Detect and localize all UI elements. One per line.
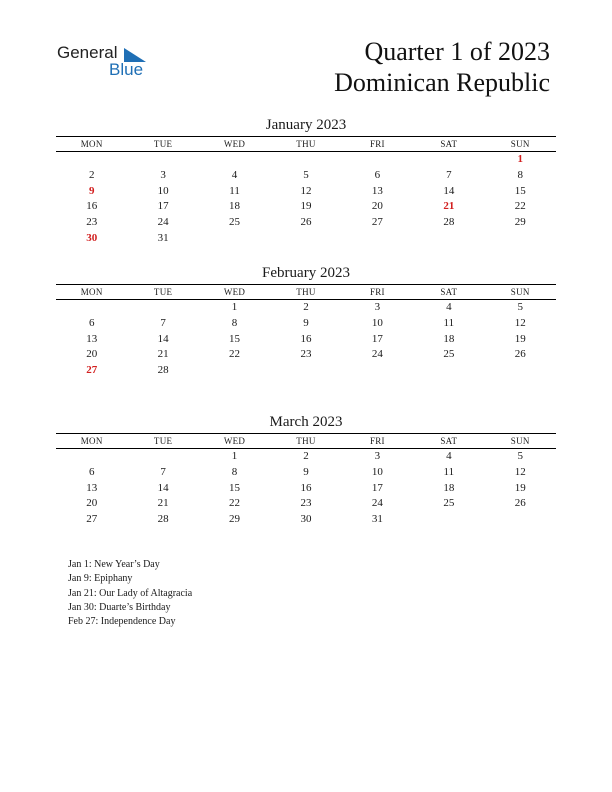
- day-cell: 23: [300, 348, 312, 361]
- holiday-item: Jan 21: Our Lady of Altagracia: [68, 587, 193, 599]
- day-cell: 19: [300, 200, 312, 213]
- day-cell: 1: [231, 301, 238, 313]
- day-cell: 8: [231, 465, 238, 478]
- month-title: January 2023: [265, 117, 347, 133]
- empty-day-cell: [413, 152, 484, 168]
- day-cell: 3: [374, 450, 381, 462]
- weekday-label: TUE: [153, 436, 173, 446]
- week-row: [56, 449, 556, 465]
- week-row: [56, 152, 556, 168]
- empty-day-cell: [199, 363, 270, 379]
- weekday-label: THU: [296, 436, 316, 446]
- day-cell: 22: [229, 348, 241, 361]
- weekday-header: [56, 136, 556, 152]
- weekday-label: FRI: [369, 287, 385, 297]
- holiday-day-cell: 1: [517, 153, 523, 165]
- day-cell: 4: [446, 301, 452, 313]
- week-row: [56, 199, 556, 215]
- day-cell: 26: [300, 216, 312, 229]
- weekday-label: MON: [80, 287, 103, 297]
- day-cell: 28: [157, 513, 169, 526]
- weekday-label: TUE: [153, 139, 173, 149]
- weekday-label: TUE: [153, 287, 173, 297]
- day-cell: 3: [160, 168, 166, 181]
- day-cell: 24: [157, 216, 169, 229]
- weekday-label: SUN: [510, 287, 530, 297]
- day-cell: 23: [86, 216, 98, 229]
- day-cell: 28: [443, 216, 455, 229]
- weekday-label: SUN: [510, 436, 530, 446]
- day-cell: 21: [157, 497, 169, 510]
- empty-day-cell: [127, 300, 198, 316]
- day-cell: 14: [443, 184, 455, 197]
- weekday-label: WED: [223, 139, 246, 149]
- day-cell: 7: [160, 316, 166, 329]
- holiday-item: Jan 1: New Year’s Day: [68, 559, 160, 570]
- week-row: [56, 347, 556, 363]
- day-cell: 11: [229, 184, 240, 197]
- day-cell: 25: [443, 497, 455, 510]
- empty-day-cell: [485, 363, 556, 379]
- day-cell: 27: [86, 513, 98, 526]
- empty-day-cell: [413, 363, 484, 379]
- day-cell: 20: [371, 200, 383, 213]
- day-cell: 19: [514, 481, 526, 494]
- day-cell: 5: [517, 301, 523, 313]
- week-row: [56, 496, 556, 512]
- day-cell: 31: [157, 231, 169, 244]
- empty-day-cell: [485, 231, 556, 247]
- month-title: February 2023: [262, 265, 350, 281]
- day-cell: 13: [371, 184, 383, 197]
- day-cell: 24: [371, 497, 383, 510]
- empty-day-cell: [56, 449, 127, 465]
- day-cell: 7: [160, 465, 166, 478]
- day-cell: 16: [300, 332, 312, 345]
- empty-day-cell: [342, 152, 413, 168]
- empty-day-cell: [270, 152, 341, 168]
- weekday-label: SAT: [440, 287, 458, 297]
- day-cell: 19: [514, 332, 526, 345]
- week-row: [56, 363, 556, 379]
- day-cell: 16: [300, 481, 312, 494]
- day-cell: 22: [514, 200, 526, 213]
- day-cell: 17: [371, 481, 383, 494]
- day-cell: 6: [88, 316, 95, 329]
- empty-day-cell: [127, 152, 198, 168]
- title-country: Dominican Republic: [334, 68, 550, 97]
- weekday-label: FRI: [369, 139, 385, 149]
- day-cell: 15: [514, 184, 526, 197]
- week-row: [56, 168, 556, 184]
- day-cell: 13: [86, 481, 98, 494]
- empty-day-cell: [270, 231, 341, 247]
- day-cell: 5: [303, 168, 309, 181]
- weekday-label: WED: [223, 287, 246, 297]
- empty-day-cell: [56, 300, 127, 316]
- day-cell: 11: [443, 316, 455, 329]
- week-row: [56, 184, 556, 200]
- day-cell: 18: [443, 332, 455, 345]
- day-cell: 1: [231, 450, 238, 462]
- week-row: [56, 465, 556, 481]
- week-row: [56, 481, 556, 497]
- logo-text-blue: Blue: [109, 60, 144, 79]
- weekday-label: FRI: [369, 436, 385, 446]
- empty-day-cell: [270, 363, 341, 379]
- weekday-header: [56, 433, 556, 449]
- empty-day-cell: [413, 512, 484, 528]
- empty-day-cell: [342, 363, 413, 379]
- day-cell: 17: [157, 200, 169, 213]
- day-cell: 8: [231, 316, 238, 329]
- title-quarter: Quarter 1 of 2023: [364, 37, 550, 66]
- day-cell: 31: [371, 513, 383, 526]
- day-cell: 4: [231, 168, 238, 181]
- day-cell: 2: [303, 301, 309, 313]
- day-cell: 7: [446, 168, 452, 181]
- day-cell: 20: [86, 348, 98, 361]
- day-cell: 27: [371, 216, 383, 229]
- day-cell: 26: [514, 348, 526, 361]
- holiday-day-cell: 21: [443, 200, 455, 213]
- month-calendar: [56, 115, 556, 247]
- weekday-label: WED: [223, 436, 246, 446]
- day-cell: 2: [303, 450, 309, 462]
- day-cell: 3: [374, 301, 381, 313]
- day-cell: 22: [229, 497, 241, 510]
- week-row: [56, 332, 556, 348]
- day-cell: 23: [300, 497, 312, 510]
- weekday-label: SAT: [440, 139, 458, 149]
- page-title: [334, 36, 550, 98]
- day-cell: 15: [229, 332, 241, 345]
- week-row: [56, 316, 556, 332]
- day-cell: 9: [303, 465, 309, 478]
- day-cell: 10: [157, 184, 169, 197]
- week-row: [56, 231, 556, 247]
- holiday-item: Jan 9: Epiphany: [68, 573, 133, 585]
- brand-logo: [57, 43, 157, 83]
- month-title: March 2023: [269, 414, 343, 430]
- day-cell: 15: [229, 481, 241, 494]
- day-cell: 28: [157, 364, 169, 377]
- day-cell: 10: [371, 316, 383, 329]
- day-cell: 12: [300, 184, 312, 197]
- day-cell: 6: [88, 465, 95, 478]
- holiday-day-cell: 30: [86, 231, 98, 244]
- day-cell: 18: [229, 200, 241, 213]
- day-cell: 5: [517, 450, 523, 462]
- day-cell: 10: [371, 465, 383, 478]
- empty-day-cell: [199, 152, 270, 168]
- week-row: [56, 215, 556, 231]
- day-cell: 13: [86, 332, 98, 345]
- day-cell: 2: [88, 168, 95, 181]
- week-row: [56, 512, 556, 528]
- day-cell: 20: [86, 497, 98, 510]
- day-cell: 6: [374, 168, 381, 181]
- day-cell: 16: [86, 200, 98, 213]
- weekday-label: THU: [296, 287, 316, 297]
- day-cell: 12: [514, 316, 526, 329]
- holiday-item: Feb 27: Independence Day: [68, 616, 176, 628]
- weekday-label: SAT: [440, 436, 458, 446]
- holiday-day-cell: 9: [88, 184, 95, 197]
- week-row: [56, 300, 556, 316]
- day-cell: 29: [514, 216, 526, 229]
- day-cell: 25: [443, 348, 455, 361]
- day-cell: 14: [157, 481, 169, 494]
- month-calendar: [56, 412, 556, 528]
- empty-day-cell: [413, 231, 484, 247]
- weekday-header: [56, 284, 556, 300]
- day-cell: 9: [303, 316, 309, 329]
- empty-day-cell: [342, 231, 413, 247]
- weekday-label: THU: [296, 139, 316, 149]
- day-cell: 25: [229, 216, 241, 229]
- empty-day-cell: [199, 231, 270, 247]
- month-calendar: [56, 263, 556, 379]
- weekday-label: MON: [80, 139, 103, 149]
- empty-day-cell: [485, 512, 556, 528]
- day-cell: 29: [229, 513, 241, 526]
- weekday-label: MON: [80, 436, 103, 446]
- weekday-label: SUN: [510, 139, 530, 149]
- empty-day-cell: [56, 152, 127, 168]
- day-cell: 30: [300, 513, 312, 526]
- day-cell: 17: [371, 332, 383, 345]
- day-cell: 14: [157, 332, 169, 345]
- holiday-day-cell: 27: [86, 364, 98, 377]
- day-cell: 21: [157, 348, 169, 361]
- empty-day-cell: [127, 449, 198, 465]
- day-cell: 24: [371, 348, 383, 361]
- day-cell: 18: [443, 481, 455, 494]
- holiday-item: Jan 30: Duarte’s Birthday: [68, 601, 171, 613]
- day-cell: 4: [446, 450, 452, 462]
- holiday-list: [68, 558, 192, 629]
- day-cell: 26: [514, 497, 526, 510]
- logo-text-general: General: [57, 43, 118, 62]
- day-cell: 11: [443, 465, 455, 478]
- day-cell: 12: [514, 465, 526, 478]
- day-cell: 8: [517, 168, 523, 181]
